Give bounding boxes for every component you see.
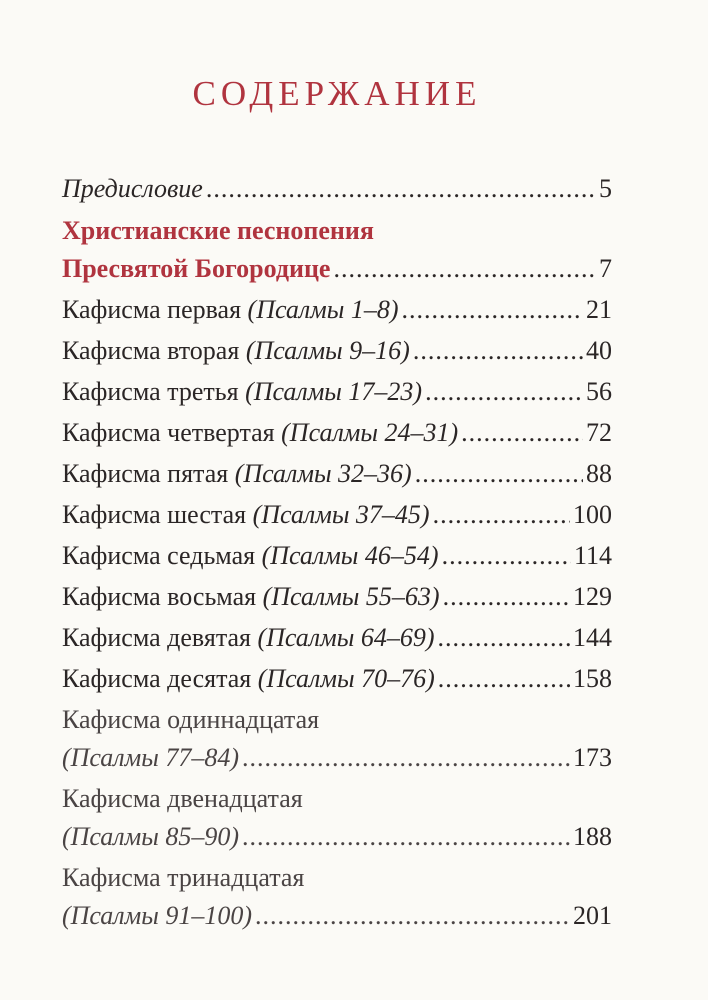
toc-entry-range: (Псалмы 70–76) xyxy=(257,664,435,693)
toc-entry-title: Кафисма вторая (Псалмы 9–16) xyxy=(62,336,410,365)
toc-entry-title: Кафисма двенадцатая xyxy=(62,784,303,813)
toc-entry-title: Кафисма десятая (Псалмы 70–76) xyxy=(62,664,435,693)
toc-entry-range: (Псалмы 37–45) xyxy=(252,500,430,529)
toc-entry-kathisma-4[interactable] xyxy=(62,414,612,452)
toc-entry-range: (Псалмы 17–23) xyxy=(245,377,423,406)
toc-entry-title: Кафисма первая (Псалмы 1–8) xyxy=(62,295,399,324)
dot-leader xyxy=(333,250,596,288)
toc-entry-page: 100 xyxy=(573,500,612,529)
toc-entry-page: 158 xyxy=(573,664,612,693)
dot-leader xyxy=(206,170,596,208)
toc-entry-title: Кафисма четвертая (Псалмы 24–31) xyxy=(62,418,459,447)
toc-entry-kathisma-1[interactable] xyxy=(62,291,612,329)
toc-entry-page: 56 xyxy=(586,377,612,406)
toc-entry-title: Кафисма девятая (Псалмы 64–69) xyxy=(62,623,435,652)
toc-entry-kathisma-10[interactable] xyxy=(62,660,612,698)
dot-leader xyxy=(443,578,570,616)
toc-list xyxy=(62,170,612,938)
toc-entry-page: 173 xyxy=(573,743,612,772)
toc-entry-range: (Псалмы 85–90) xyxy=(62,822,239,851)
toc-entry-range: (Псалмы 1–8) xyxy=(247,295,399,324)
toc-entry-range: (Псалмы 46–54) xyxy=(261,541,439,570)
toc-entry-range: (Псалмы 24–31) xyxy=(281,418,459,447)
toc-entry-title-line2: Пресвятой Богородице xyxy=(62,254,331,283)
dot-leader xyxy=(461,414,583,452)
toc-entry-page: 144 xyxy=(573,623,612,652)
toc-entry-title: Кафисма пятая (Псалмы 32–36) xyxy=(62,459,412,488)
toc-entry-title: Кафисма тринадцатая xyxy=(62,863,305,892)
toc-entry-range: (Псалмы 55–63) xyxy=(262,582,440,611)
toc-entry-range: (Псалмы 9–16) xyxy=(245,336,410,365)
toc-entry-kathisma-11[interactable] xyxy=(62,701,612,777)
toc-entry-page: 188 xyxy=(573,822,612,851)
dot-leader xyxy=(242,739,570,777)
toc-entry-kathisma-3[interactable] xyxy=(62,373,612,411)
toc-entry-kathisma-8[interactable] xyxy=(62,578,612,616)
dot-leader xyxy=(415,455,583,493)
toc-entry-kathisma-9[interactable] xyxy=(62,619,612,657)
toc-entry-page: 129 xyxy=(573,582,612,611)
dot-leader xyxy=(242,818,570,856)
toc-entry-title: Кафисма одиннадцатая xyxy=(62,705,320,734)
toc-entry-title-line1: Христианские песнопения xyxy=(62,216,374,245)
dot-leader xyxy=(402,291,583,329)
toc-entry-title: Кафисма третья (Псалмы 17–23) xyxy=(62,377,423,406)
toc-entry-page: 7 xyxy=(599,254,612,283)
toc-entry-kathisma-2[interactable] xyxy=(62,332,612,370)
toc-entry-kathisma-7[interactable] xyxy=(62,537,612,575)
toc-entry-kathisma-13[interactable] xyxy=(62,859,612,935)
toc-entry-title: Предисловие xyxy=(62,174,203,203)
dot-leader xyxy=(438,660,570,698)
dot-leader xyxy=(433,496,570,534)
toc-entry-title: Кафисма седьмая (Псалмы 46–54) xyxy=(62,541,439,570)
dot-leader xyxy=(413,332,583,370)
dot-leader xyxy=(438,619,571,657)
toc-entry-kathisma-12[interactable] xyxy=(62,780,612,856)
toc-entry-page: 40 xyxy=(586,336,612,365)
toc-entry-page: 72 xyxy=(586,418,612,447)
toc-entry-range: (Псалмы 64–69) xyxy=(257,623,435,652)
dot-leader xyxy=(425,373,583,411)
dot-leader xyxy=(255,897,570,935)
toc-entry-range: (Псалмы 32–36) xyxy=(234,459,412,488)
dot-leader xyxy=(442,537,571,575)
toc-entry-page: 114 xyxy=(573,541,612,570)
toc-entry-page: 88 xyxy=(586,459,612,488)
toc-entry-page: 5 xyxy=(599,174,612,203)
toc-entry-range: (Псалмы 77–84) xyxy=(62,743,239,772)
toc-heading: СОДЕРЖАНИЕ xyxy=(192,74,482,113)
toc-entry-kathisma-6[interactable] xyxy=(62,496,612,534)
toc-entry-title: Кафисма шестая (Псалмы 37–45) xyxy=(62,500,430,529)
toc-entry-page: 21 xyxy=(586,295,612,324)
toc-entry-range: (Псалмы 91–100) xyxy=(62,901,252,930)
toc-entry-title: Кафисма восьмая (Псалмы 55–63) xyxy=(62,582,440,611)
toc-page xyxy=(62,0,612,1000)
toc-entry-chants[interactable] xyxy=(62,212,612,288)
toc-entry-preface[interactable] xyxy=(62,170,612,208)
toc-entry-page: 201 xyxy=(573,901,612,930)
toc-entry-kathisma-5[interactable] xyxy=(62,455,612,493)
